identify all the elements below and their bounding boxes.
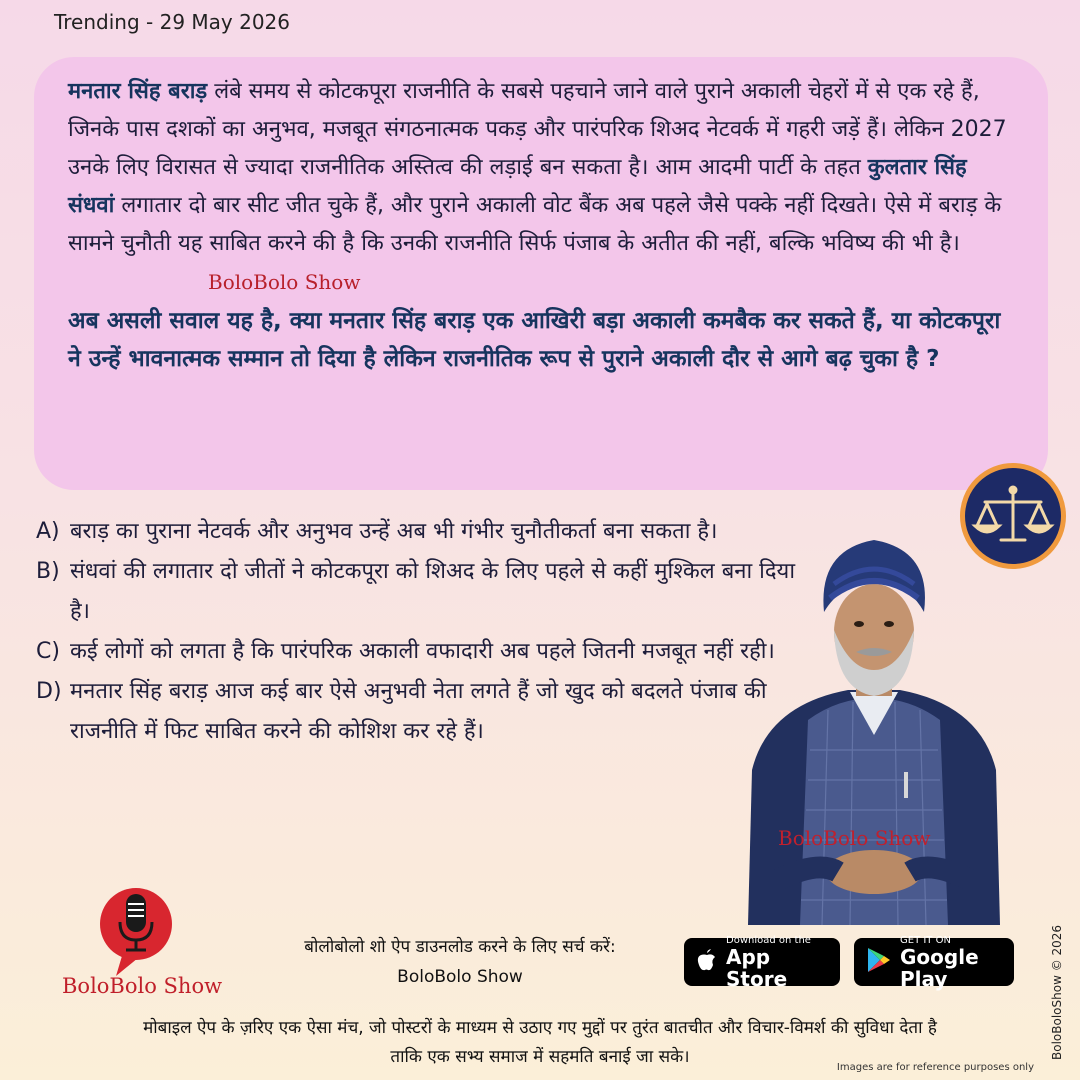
option-d-key: D) (36, 679, 62, 704)
question-text: अब असली सवाल यह है, क्या मनतार सिंह बराड़ एक आखिरी बड़ा अकाली कमबैक कर सकते हैं, या कोटकपूरा ने उन्हें भावनात्मक सम्मान तो दिया है लेकिन राजनीतिक रूप से पुराने अकाली दौर से आगे बढ़ चुका है ? (68, 308, 1001, 372)
highlight-name-sandhwan: कुलतार सिंह संधवां (68, 155, 967, 218)
logo-wordmark: BoloBolo Show (62, 974, 223, 998)
apple-icon (696, 947, 718, 977)
option-b[interactable] (36, 552, 796, 632)
google-play-icon (866, 946, 892, 978)
photo-watermark: BoloBolo Show (778, 826, 931, 850)
intro-paragraph (68, 73, 1014, 302)
app-store-small: Download on the (726, 934, 811, 946)
download-app-name: BoloBolo Show (397, 967, 523, 987)
option-c-text: कई लोगों को लगता है कि पारंपरिक अकाली वफादारी अब पहले जितनी मजबूत नहीं रही। (70, 639, 775, 664)
option-a[interactable] (36, 512, 796, 552)
option-d-text: मनतार सिंह बराड़ आज कई बार ऐसे अनुभवी नेता लगते हैं जो खुद को बदलते पंजाब की राजनीति में फिट साबित करने की कोशिश कर रहे हैं। (70, 679, 767, 744)
option-d[interactable] (36, 672, 796, 752)
app-store-badge[interactable] (684, 934, 840, 991)
download-prompt (250, 932, 670, 992)
option-a-text: बराड़ का पुराना नेटवर्क और अनुभव उन्हें अब भी गंभीर चुनौतीकर्ता बना सकता है। (70, 519, 718, 544)
option-b-text: संधवां की लगातार दो जीतों ने कोटकपूरा को शिअद के लिए पहले से कहीं मुश्किल बना दिया है। (70, 559, 796, 624)
google-play-badge[interactable] (854, 934, 1014, 991)
highlight-name-brar: मनतार सिंह बराड़ (68, 79, 208, 104)
google-play-small: GET IT ON (900, 934, 951, 946)
intro-text-part2: लगातार दो बार सीट जीत चुके हैं, और पुराने अकाली वोट बैंक अब पहले जैसे पक्के नहीं दिखते। ऐसे में बराड़ के सामने चुनौती यह साबित करने की है कि उनकी राजनीति सिर्फ पंजाब के अतीत की नहीं, बल्कि भविष्य की भी है। (68, 193, 1002, 256)
google-play-big: Google Play (900, 944, 979, 991)
reference-note: Images are for reference purposes only (836, 1062, 1034, 1073)
option-a-key: A) (36, 519, 60, 544)
google-play-text (900, 935, 1004, 990)
app-store-text (726, 935, 830, 990)
politician-portrait (738, 520, 1010, 925)
footer-line-2: ताकि एक सभ्य समाज में सहमति बनाई जा सके। (390, 1047, 690, 1067)
app-store-big: App Store (726, 944, 788, 991)
footer-line-1: मोबाइल ऐप के ज़रिए एक ऐसा मंच, जो पोस्टरों के माध्यम से उठाए गए मुद्दों पर तुरंत बातचीत और विचार-विमर्श की सुविधा देता है (143, 1018, 937, 1038)
option-c[interactable] (36, 632, 796, 672)
panel-watermark: BoloBolo Show (208, 270, 361, 294)
options-list (36, 512, 796, 752)
option-b-key: B) (36, 559, 60, 584)
date-label: Trending - 29 May 2026 (54, 10, 291, 34)
copyright-vertical: BoloBoloShow © 2026 (1050, 924, 1064, 1060)
intro-text-part1: लंबे समय से कोटकपूरा राजनीति के सबसे पहचाने जाने वाले पुराने अकाली चेहरों में से एक रहे हैं, जिनके पास दशकों का अनुभव, मजबूत संगठनात्मक पकड़ और पारंपरिक शिअद नेटवर्क में गहरी जड़ें हैं। लेकिन 2027 उनके लिए विरासत से ज्यादा राजनीतिक अस्तित्व की लड़ाई बन सकता है। आम आदमी पार्टी के तहत (68, 79, 1007, 180)
download-instruction: बोलोबोलो शो ऐप डाउनलोड करने के लिए सर्च करें: (304, 937, 616, 957)
option-c-key: C) (36, 639, 60, 664)
content-panel (34, 57, 1048, 490)
